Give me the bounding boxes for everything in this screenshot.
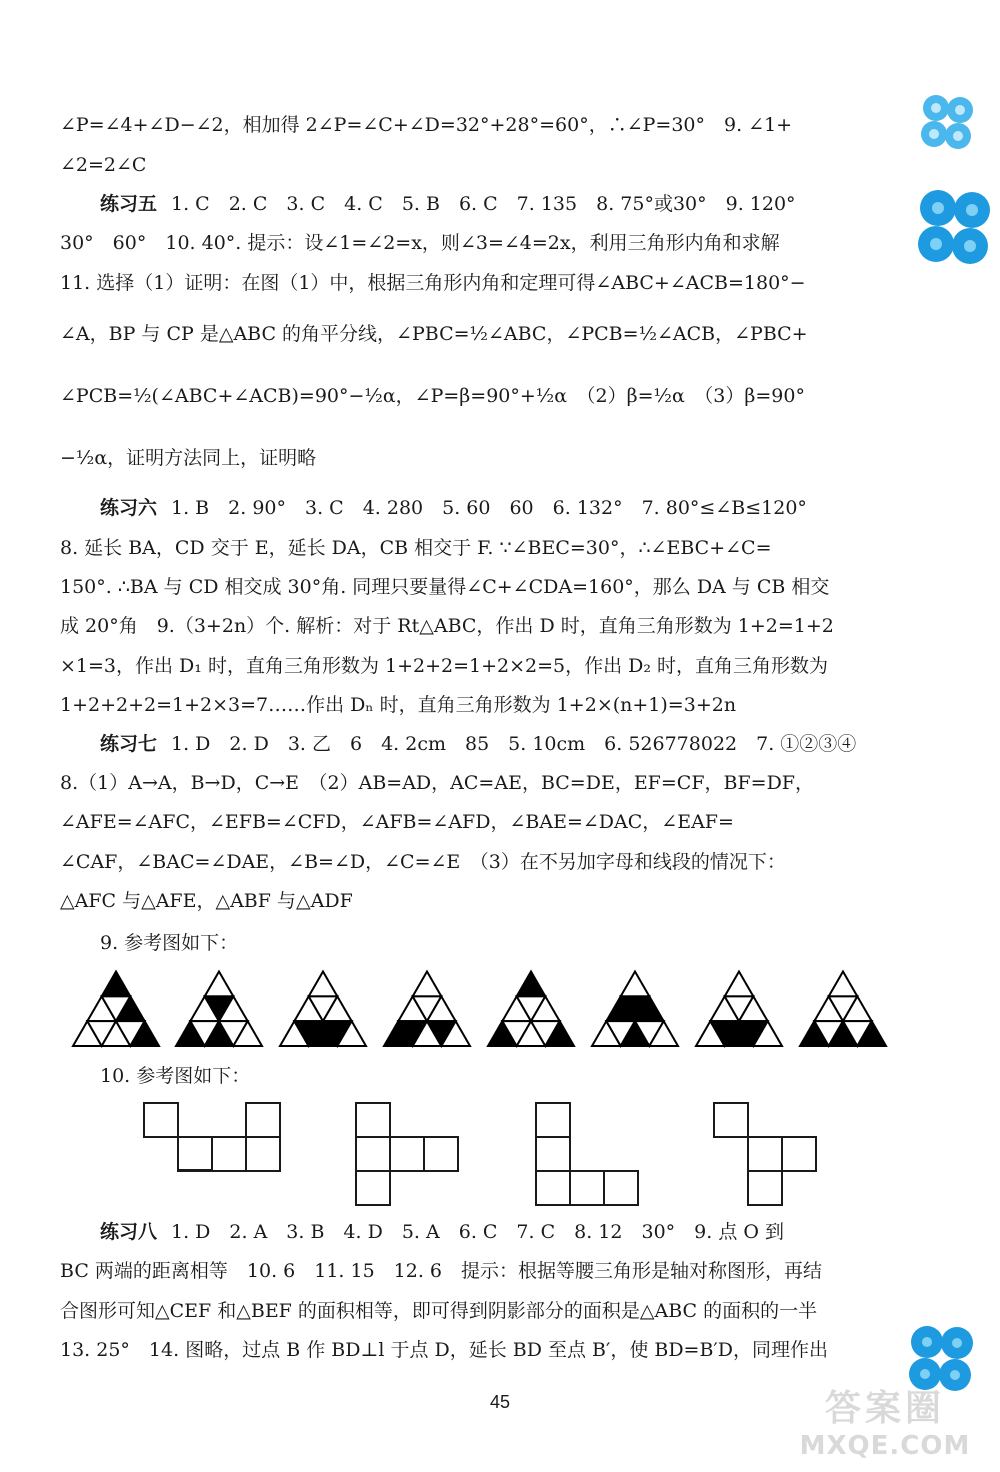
section-heading: 练习七: [100, 733, 158, 755]
text-line: [60, 534, 900, 562]
cube-net-4: [714, 1103, 816, 1205]
figure-9-triangles: [0, 962, 1000, 1052]
section-line-lianxi5: [100, 190, 900, 218]
figure-10-nets: [0, 1100, 1000, 1210]
line-text: 11. 选择（1）证明：在图（1）中，根据三角形内角和定理可得∠ABC+∠ACB=180°−: [60, 272, 806, 294]
text-line: [60, 691, 900, 719]
small-triangle: [102, 972, 131, 997]
section-heading: 练习六: [100, 497, 158, 519]
line-text: ∠CAF，∠BAC=∠DAE，∠B=∠D，∠C=∠E （3）在不另加字母和线段的情况下：: [60, 851, 786, 873]
cube-net-1: [144, 1103, 280, 1171]
line-text: 30° 60° 10. 40°. 提示：设∠1=∠2=x，则∠3=∠4=2x，利用三角形内角和求解: [60, 232, 780, 254]
small-triangle: [725, 972, 754, 997]
text-line: [60, 808, 900, 836]
text-line: [60, 444, 900, 472]
text-line: [60, 1297, 900, 1325]
line-text: 1. D 2. A 3. B 4. D 5. A 6. C 7. C 8. 12 30° 9. 点 O 到: [171, 1221, 784, 1243]
page-number: 45: [489, 1392, 511, 1412]
triangle-figure: [696, 972, 782, 1046]
line-text: ∠PCB=½(∠ABC+∠ACB)=90°−½α，∠P=β=90°+½α （2）β=½α （3）β=90°: [60, 385, 805, 407]
triangle-figure: [73, 972, 159, 1046]
text-line: [60, 320, 900, 348]
section-heading: 练习五: [100, 193, 158, 215]
line-text: 合图形可知△CEF 和△BEF 的面积相等，即可得到阴影部分的面积是△ABC 的面积的一半: [60, 1300, 818, 1322]
line-text: 1+2+2+2=1+2×3=7……作出 Dₙ 时，直角三角形数为 1+2×(n+1)=3+2n: [60, 694, 737, 716]
line-text: 13. 25° 14. 图略，过点 B 作 BD⊥l 于点 D，延长 BD 至点 B′，使 BD=B′D，同理作出: [60, 1339, 828, 1361]
section-line-lianxi7: [100, 730, 900, 758]
triangle-figure: [176, 972, 262, 1046]
line-text: 150°. ∴BA 与 CD 相交成 30°角. 同理只要量得∠C+∠CDA=160°，那么 DA 与 CB 相交: [60, 576, 830, 598]
line-text: ∠2=2∠C: [60, 154, 147, 176]
text-line: [60, 848, 900, 876]
watermark-url: MXQE.COM: [799, 1431, 971, 1461]
small-triangle: [205, 972, 234, 997]
line-text: 成 20°角 9.（3+2n）个. 解析：对于 Rt△ABC，作出 D 时，直角三角形数为 1+2=1+2: [60, 615, 834, 637]
line-text: △AFC 与△AFE，△ABF 与△ADF: [60, 890, 353, 912]
small-triangle: [621, 972, 650, 997]
line-text: 8. 延长 BA，CD 交于 E，延长 DA，CB 相交于 F. ∵∠BEC=30°，∴∠EBC+∠C=: [60, 537, 772, 559]
line-text: 8.（1）A→A，B→D，C→E （2）AB=AD，AC=AE，BC=DE，EF=CF，BF=DF，: [60, 772, 814, 794]
cube-net-3: [536, 1103, 638, 1205]
text-line: [60, 612, 900, 640]
line-text: −½α，证明方法同上，证明略: [60, 447, 317, 469]
small-triangle: [309, 972, 338, 997]
triangle-figure: [280, 972, 366, 1046]
text-line: [60, 573, 900, 601]
watermark: [780, 1380, 990, 1466]
section-line-lianxi8: [100, 1218, 900, 1246]
section-line-lianxi6: [100, 494, 900, 522]
small-triangle: [517, 972, 546, 997]
clover-icon: [908, 182, 1000, 274]
line-text: ∠P=∠4+∠D−∠2，相加得 2∠P=∠C+∠D=32°+28°=60°，∴∠P=30° 9. ∠1+: [60, 114, 793, 136]
text-line: [60, 269, 900, 297]
clover-icon: [912, 88, 982, 158]
watermark-logo-text: 答案圈: [824, 1388, 945, 1429]
figure-9-label: 9. 参考图如下：: [100, 932, 239, 954]
triangle-figure: [384, 972, 470, 1046]
text-line: [60, 1336, 900, 1364]
section-heading: 练习八: [100, 1221, 158, 1243]
text-line: [60, 769, 900, 797]
line-text: BC 两端的距离相等 10. 6 11. 15 12. 6 提示：根据等腰三角形是轴对称图形，再结: [60, 1260, 823, 1282]
line-text: ×1=3，作出 D₁ 时，直角三角形数为 1+2+2=1+2×2=5，作出 D₂ 时，直角三角形数为: [60, 655, 829, 677]
text-line: [60, 887, 900, 915]
text-line: [60, 382, 900, 410]
text-line: [60, 229, 900, 257]
text-line: [60, 111, 900, 139]
small-triangle: [829, 972, 858, 997]
line-text: 1. C 2. C 3. C 4. C 5. B 6. C 7. 135 8. 75°或30° 9. 120°: [171, 193, 796, 215]
cube-net-2: [356, 1103, 458, 1205]
figure-10-label: 10. 参考图如下：: [100, 1065, 251, 1087]
triangle-figure: [800, 972, 886, 1046]
text-line: [60, 652, 900, 680]
triangle-figure: [592, 972, 678, 1046]
text-line: [60, 1257, 900, 1285]
small-triangle: [413, 972, 442, 997]
line-text: 1. B 2. 90° 3. C 4. 280 5. 60 60 6. 132° 7. 80°≤∠B≤120°: [171, 497, 807, 519]
line-text: 1. D 2. D 3. 乙 6 4. 2cm 85 5. 10cm 6. 526778022 7. ①②③④: [171, 733, 857, 755]
triangle-figure: [488, 972, 574, 1046]
text-line: [60, 151, 900, 179]
line-text: ∠A，BP 与 CP 是△ABC 的角平分线，∠PBC=½∠ABC，∠PCB=½∠ACB，∠PBC+: [60, 323, 808, 345]
line-text: ∠AFE=∠AFC，∠EFB=∠CFD，∠AFB=∠AFD，∠BAE=∠DAC，∠EAF=: [60, 811, 734, 833]
